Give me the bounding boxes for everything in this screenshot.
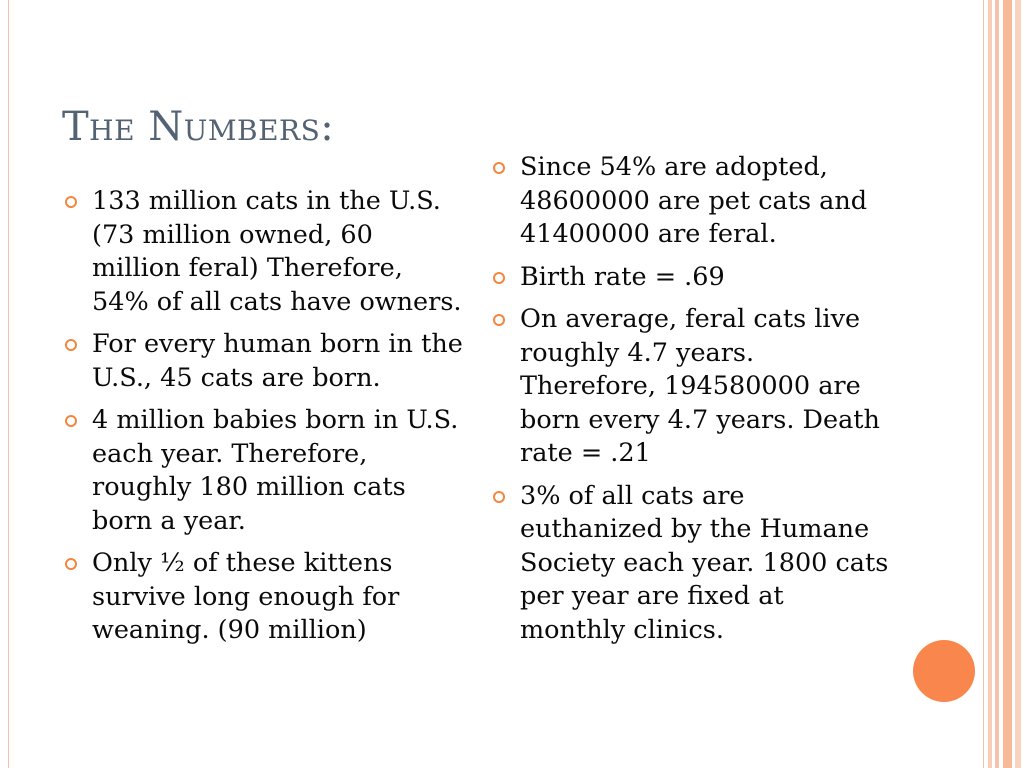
- stripe: [995, 0, 999, 768]
- bullet-icon: [65, 339, 77, 351]
- bullet-icon: [65, 196, 77, 208]
- list-item: For every human born in the U.S., 45 cats are born.: [63, 328, 463, 395]
- stripe: [1003, 0, 1012, 768]
- bullet-icon: [493, 491, 505, 503]
- stripe: [1015, 0, 1021, 768]
- stripe: [988, 0, 992, 768]
- list-item: 133 million cats in the U.S. (73 million owned, 60 million feral) Therefore, 54% of all cats have owners.: [63, 185, 463, 319]
- bullet-icon: [493, 162, 505, 174]
- list-item: 4 million babies born in U.S. each year. Therefore, roughly 180 million cats born a year.: [63, 404, 463, 538]
- list-item: 3% of all cats are euthanized by the Humane Society each year. 1800 cats per year are fixed at monthly clinics.: [491, 480, 891, 648]
- bullet-icon: [65, 415, 77, 427]
- bullet-icon: [493, 314, 505, 326]
- list-item: Birth rate = .69: [491, 261, 891, 295]
- bullet-icon: [493, 272, 505, 284]
- list-item: Since 54% are adopted, 48600000 are pet cats and 41400000 are feral.: [491, 151, 891, 252]
- list-item: Only ½ of these kittens survive long enough for weaning. (90 million): [63, 547, 463, 648]
- decorative-circle: [913, 640, 975, 702]
- list-item: On average, feral cats live roughly 4.7 years. Therefore, 194580000 are born every 4.7 years. Death rate = .21: [491, 303, 891, 471]
- slide-title: The Numbers:: [62, 104, 335, 150]
- right-bullet-list: [491, 151, 891, 656]
- left-bullet-list: [63, 185, 463, 657]
- bullet-icon: [65, 558, 77, 570]
